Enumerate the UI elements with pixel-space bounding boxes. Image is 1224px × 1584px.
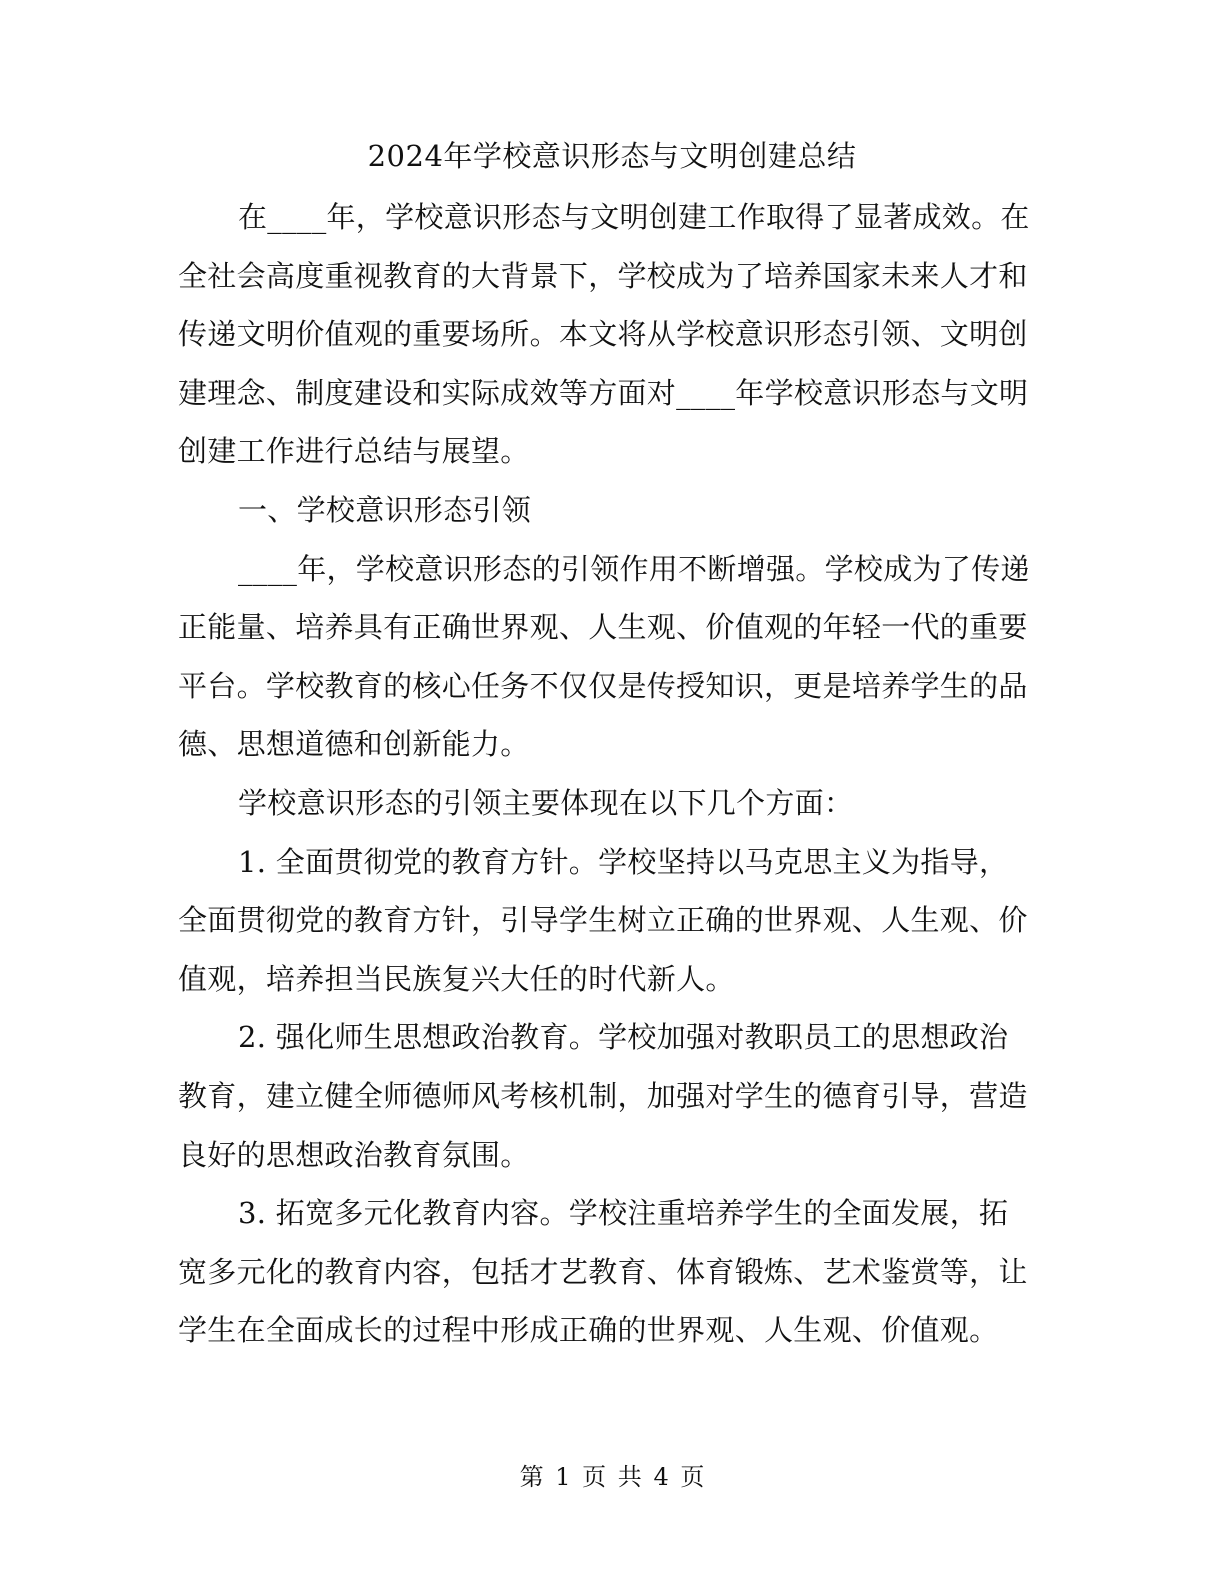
document-body [178,188,1034,1360]
list-item-diversified-content: 3. 拓宽多元化教育内容。学校注重培养学生的全面发展，拓宽多元化的教育内容，包括才艺教育、体育锻炼、艺术鉴赏等，让学生在全面成长的过程中形成正确的世界观、人生观、价值观。 [178,1196,1028,1348]
paragraph-intro: 在____年，学校意识形态与文明创建工作取得了显著成效。在全社会高度重视教育的大背景下，学校成为了培养国家未来人才和传递文明价值观的重要场所。本文将从学校意识形态引领、文明创建理念、制度建设和实际成效等方面对____年学校意识形态与文明创建工作进行总结与展望。 [178,200,1030,469]
paragraph-aspects-lead: 学校意识形态的引领主要体现在以下几个方面： [238,785,854,820]
page-number-footer: 第 1 页 共 4 页 [519,1463,705,1491]
section-heading-ideology-guidance: 一、学校意识形态引领 [238,492,532,527]
paragraph-ideology-role: ____年，学校意识形态的引领作用不断增强。学校成为了传递正能量、培养具有正确世界观、人生观、价值观的年轻一代的重要平台。学校教育的核心任务不仅仅是传授知识，更是培养学生的品德、思想道德和创新能力。 [178,551,1030,762]
list-item-party-policy: 1. 全面贯彻党的教育方针。学校坚持以马克思主义为指导，全面贯彻党的教育方针，引导学生树立正确的世界观、人生观、价值观，培养担当民族复兴大任的时代新人。 [178,844,1028,996]
document-title: 2024年学校意识形态与文明创建总结 [367,139,857,173]
list-item-political-education: 2. 强化师生思想政治教育。学校加强对教职员工的思想政治教育，建立健全师德师风考核机制，加强对学生的德育引导，营造良好的思想政治教育氛围。 [178,1020,1028,1172]
